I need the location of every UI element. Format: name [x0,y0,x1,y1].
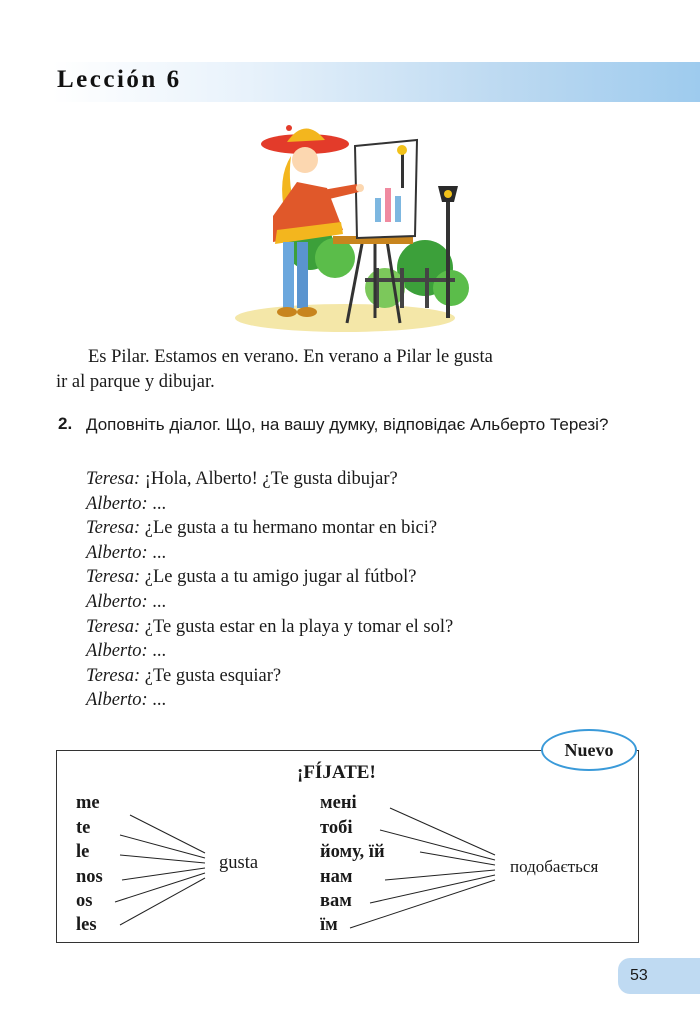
dialog-speaker: Alberto: [86,591,148,612]
dialog-text: ... [152,641,167,662]
dialog-speaker: Alberto: [86,690,148,711]
ukrainian-pronoun: їм [320,915,338,935]
spanish-pronoun: les [76,915,97,935]
dialog-text: ¿Le gusta a tu amigo jugar al fútbol? [144,567,417,588]
ukrainian-pronoun: вам [320,891,352,911]
dialog-text: ... [152,690,167,711]
nuevo-badge: Nuevo [541,729,637,771]
spanish-verb: gusta [219,853,259,873]
dialog-text: ¿Te gusta esquiar? [144,665,282,686]
dialog-text: ¿Te gusta estar en la playa y tomar el sol? [144,616,454,637]
exercise-instruction: Доповніть діалог. Що, на вашу думку, відповідає Альберто Терезі? [86,415,609,434]
fijate-title: ¡FÍJATE! [297,762,376,783]
ukrainian-pronoun: йому, їй [320,842,385,862]
dialog-text: ¿Le gusta a tu hermano montar en bici? [144,518,438,539]
spanish-pronoun: me [76,793,100,813]
dialog-speaker: Teresa: [86,469,141,489]
spanish-pronoun: nos [76,867,103,887]
dialog-speaker: Alberto: [86,493,148,514]
dialog-speaker: Teresa: [86,616,141,637]
lesson-title: Lección 6 [57,66,182,93]
exercise-number: 2. [58,414,73,433]
dialog-text: ... [152,493,167,514]
dialog-text: ¡Hola, Alberto! ¿Te gusta dibujar? [144,469,398,489]
spanish-pronoun: le [76,842,90,862]
dialog-speaker: Alberto: [86,542,148,563]
spanish-pronoun: os [76,891,93,911]
dialog-speaker: Teresa: [86,567,141,588]
ukrainian-pronoun: тобі [320,818,353,838]
dialog-speaker: Teresa: [86,665,141,686]
dialog-speaker: Alberto: [86,641,148,662]
intro-line-2: ir al parque y dibujar. [56,372,215,392]
page-number: 53 [618,958,700,994]
dialog-speaker: Teresa: [86,518,141,539]
ukrainian-verb: подобається [510,857,599,876]
intro-line-1: Es Pilar. Estamos en verano. En verano a Pilar le gusta [88,347,493,367]
ukrainian-pronoun: нам [320,867,353,887]
dialog-text: ... [152,591,167,612]
dialog-text: ... [152,542,167,563]
spanish-pronoun: te [76,818,91,838]
ukrainian-pronoun: мені [320,793,357,813]
